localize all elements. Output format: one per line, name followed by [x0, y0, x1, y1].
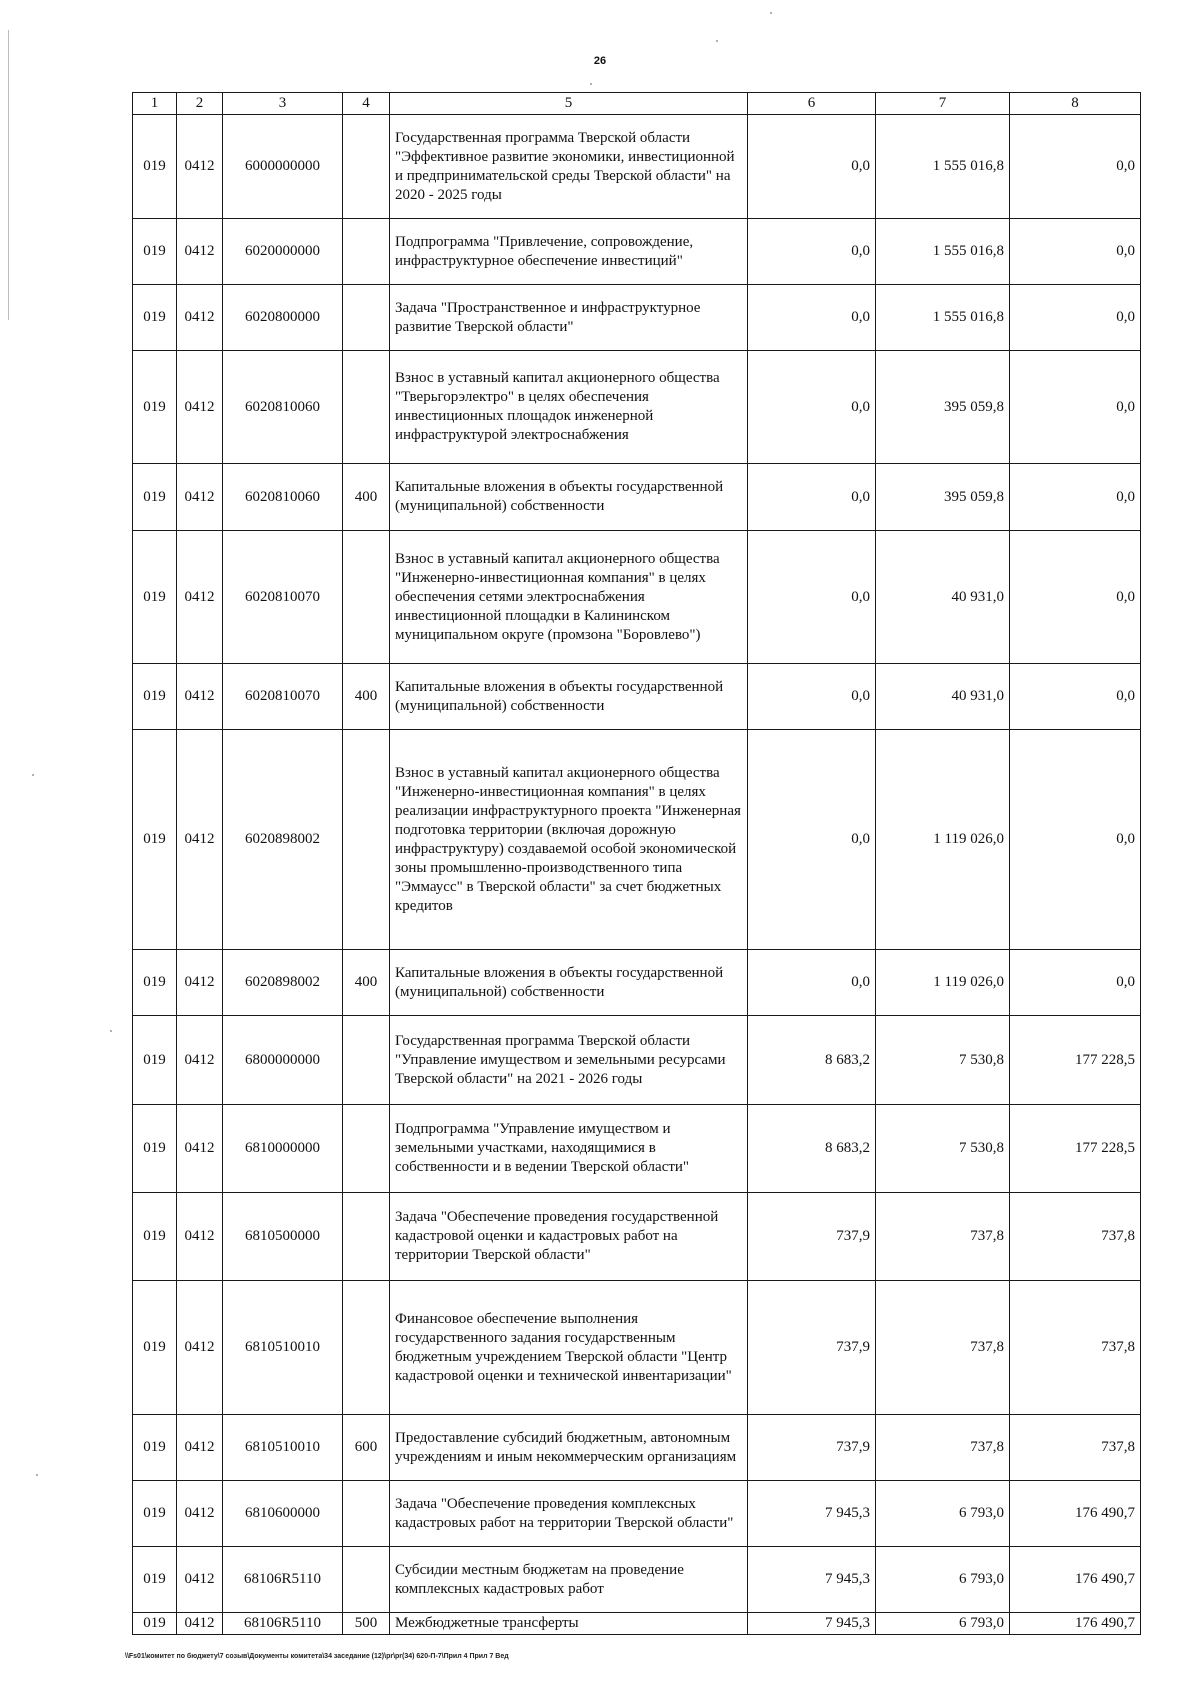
- table-row: [133, 1281, 1141, 1415]
- target-code-cell: 6020810060: [223, 351, 343, 464]
- admin-code-cell: 019: [133, 531, 177, 664]
- admin-code-cell: 019: [133, 1613, 177, 1635]
- value-col6-cell: 7 945,3: [748, 1481, 876, 1547]
- section-code-cell: 0412: [177, 531, 223, 664]
- section-code-cell: 0412: [177, 351, 223, 464]
- expense-type-cell: [343, 730, 390, 950]
- value-col8-cell: 737,8: [1010, 1415, 1141, 1481]
- target-code-cell: 6810600000: [223, 1481, 343, 1547]
- item-name-cell: Задача "Обеспечение проведения государственной кадастровой оценки и кадастровых работ на территории Тверской области": [390, 1193, 748, 1281]
- column-header: 4: [343, 93, 390, 115]
- value-col8-cell: 0,0: [1010, 950, 1141, 1016]
- expense-type-cell: [343, 1193, 390, 1281]
- section-code-cell: 0412: [177, 1613, 223, 1635]
- table-row: [133, 285, 1141, 351]
- value-col6-cell: 7 945,3: [748, 1613, 876, 1635]
- admin-code-cell: 019: [133, 115, 177, 219]
- value-col6-cell: 7 945,3: [748, 1547, 876, 1613]
- admin-code-cell: 019: [133, 1016, 177, 1105]
- value-col7-cell: 1 119 026,0: [876, 950, 1010, 1016]
- value-col6-cell: 0,0: [748, 730, 876, 950]
- section-code-cell: 0412: [177, 1547, 223, 1613]
- section-code-cell: 0412: [177, 1281, 223, 1415]
- value-col8-cell: 737,8: [1010, 1281, 1141, 1415]
- expense-type-cell: [343, 1105, 390, 1193]
- expense-type-cell: [343, 115, 390, 219]
- value-col8-cell: 177 228,5: [1010, 1105, 1141, 1193]
- target-code-cell: 6020800000: [223, 285, 343, 351]
- expense-type-cell: [343, 219, 390, 285]
- table-row: [133, 1481, 1141, 1547]
- admin-code-cell: 019: [133, 1415, 177, 1481]
- value-col7-cell: 40 931,0: [876, 531, 1010, 664]
- header-row: [133, 93, 1141, 115]
- value-col7-cell: 7 530,8: [876, 1016, 1010, 1105]
- value-col6-cell: 737,9: [748, 1193, 876, 1281]
- value-col8-cell: 177 228,5: [1010, 1016, 1141, 1105]
- value-col6-cell: 0,0: [748, 285, 876, 351]
- item-name-cell: Капитальные вложения в объекты государственной (муниципальной) собственности: [390, 464, 748, 531]
- admin-code-cell: 019: [133, 1105, 177, 1193]
- expense-type-cell: 500: [343, 1613, 390, 1635]
- value-col8-cell: 0,0: [1010, 285, 1141, 351]
- scan-edge-line: [8, 30, 9, 320]
- column-header: 7: [876, 93, 1010, 115]
- value-col7-cell: 1 555 016,8: [876, 219, 1010, 285]
- target-code-cell: 6020000000: [223, 219, 343, 285]
- target-code-cell: 68106R5110: [223, 1613, 343, 1635]
- item-name-cell: Финансовое обеспечение выполнения государственного задания государственным бюджетным учреждением Тверской области "Центр кадастровой оценки и технической инвентаризации": [390, 1281, 748, 1415]
- target-code-cell: 6810500000: [223, 1193, 343, 1281]
- scan-speck: [32, 774, 34, 776]
- section-code-cell: 0412: [177, 950, 223, 1016]
- expense-type-cell: [343, 285, 390, 351]
- value-col6-cell: 8 683,2: [748, 1016, 876, 1105]
- value-col6-cell: 0,0: [748, 351, 876, 464]
- admin-code-cell: 019: [133, 219, 177, 285]
- admin-code-cell: 019: [133, 1281, 177, 1415]
- section-code-cell: 0412: [177, 664, 223, 730]
- target-code-cell: 6000000000: [223, 115, 343, 219]
- file-path-footer: \\Fs01\комитет по бюджету\7 созыв\Документы комитета\34 заседание (12)\pr\pr(34) 620-П-7\Прил 4 Прил 7 Вед: [125, 1653, 509, 1660]
- value-col7-cell: 6 793,0: [876, 1547, 1010, 1613]
- scan-speck: [36, 1474, 38, 1476]
- value-col8-cell: 0,0: [1010, 219, 1141, 285]
- section-code-cell: 0412: [177, 1105, 223, 1193]
- table-row: [133, 1613, 1141, 1635]
- admin-code-cell: 019: [133, 351, 177, 464]
- item-name-cell: Подпрограмма "Управление имуществом и земельными участками, находящимися в собственности и в ведении Тверской области": [390, 1105, 748, 1193]
- target-code-cell: 6020898002: [223, 950, 343, 1016]
- value-col6-cell: 737,9: [748, 1415, 876, 1481]
- admin-code-cell: 019: [133, 1193, 177, 1281]
- item-name-cell: Взнос в уставный капитал акционерного общества "Инженерно-инвестиционная компания" в целях обеспечения сетями электроснабжения инвестиционной площадки в Калининском муниципальном округе (промзона "Боровлево"): [390, 531, 748, 664]
- item-name-cell: Капитальные вложения в объекты государственной (муниципальной) собственности: [390, 664, 748, 730]
- table-row: [133, 950, 1141, 1016]
- table-row: [133, 464, 1141, 531]
- target-code-cell: 6020810070: [223, 531, 343, 664]
- target-code-cell: 6020810070: [223, 664, 343, 730]
- table-row: [133, 115, 1141, 219]
- item-name-cell: Предоставление субсидий бюджетным, автономным учреждениям и иным некоммерческим организациям: [390, 1415, 748, 1481]
- value-col7-cell: 40 931,0: [876, 664, 1010, 730]
- column-header: 5: [390, 93, 748, 115]
- table-row: [133, 730, 1141, 950]
- admin-code-cell: 019: [133, 664, 177, 730]
- table-row: [133, 1016, 1141, 1105]
- target-code-cell: 6800000000: [223, 1016, 343, 1105]
- value-col6-cell: 0,0: [748, 219, 876, 285]
- column-header: 2: [177, 93, 223, 115]
- expense-type-cell: [343, 1481, 390, 1547]
- value-col6-cell: 737,9: [748, 1281, 876, 1415]
- item-name-cell: Взнос в уставный капитал акционерного общества "Инженерно-инвестиционная компания" в целях реализации инфраструктурного проекта "Инженерная подготовка территории (включая дорожную инфраструктуру) создаваемой особой экономической зоны промышленно-производственного типа "Эммаусс" в Тверской области" за счет бюджетных кредитов: [390, 730, 748, 950]
- item-name-cell: Взнос в уставный капитал акционерного общества "Тверьгорэлектро" в целях обеспечения инвестиционных площадок инженерной инфраструктурой электроснабжения: [390, 351, 748, 464]
- item-name-cell: Задача "Пространственное и инфраструктурное развитие Тверской области": [390, 285, 748, 351]
- value-col8-cell: 0,0: [1010, 351, 1141, 464]
- table-row: [133, 1105, 1141, 1193]
- value-col6-cell: 0,0: [748, 531, 876, 664]
- value-col6-cell: 8 683,2: [748, 1105, 876, 1193]
- target-code-cell: 6810510010: [223, 1415, 343, 1481]
- table-row: [133, 531, 1141, 664]
- value-col7-cell: 7 530,8: [876, 1105, 1010, 1193]
- table-body: [133, 115, 1141, 1635]
- value-col8-cell: 176 490,7: [1010, 1481, 1141, 1547]
- value-col8-cell: 737,8: [1010, 1193, 1141, 1281]
- target-code-cell: 6020810060: [223, 464, 343, 531]
- admin-code-cell: 019: [133, 1547, 177, 1613]
- scan-speck: [590, 83, 592, 85]
- expense-type-cell: [343, 1016, 390, 1105]
- column-header: 6: [748, 93, 876, 115]
- value-col7-cell: 737,8: [876, 1415, 1010, 1481]
- value-col7-cell: 737,8: [876, 1193, 1010, 1281]
- expense-type-cell: [343, 531, 390, 664]
- section-code-cell: 0412: [177, 730, 223, 950]
- column-header: 8: [1010, 93, 1141, 115]
- admin-code-cell: 019: [133, 1481, 177, 1547]
- scan-speck: [110, 1030, 112, 1032]
- value-col7-cell: 395 059,8: [876, 351, 1010, 464]
- section-code-cell: 0412: [177, 115, 223, 219]
- value-col6-cell: 0,0: [748, 664, 876, 730]
- item-name-cell: Субсидии местным бюджетам на проведение комплексных кадастровых работ: [390, 1547, 748, 1613]
- section-code-cell: 0412: [177, 1415, 223, 1481]
- table-row: [133, 1547, 1141, 1613]
- value-col8-cell: 0,0: [1010, 531, 1141, 664]
- expense-type-cell: 400: [343, 950, 390, 1016]
- value-col8-cell: 0,0: [1010, 664, 1141, 730]
- scan-speck: [770, 12, 772, 14]
- target-code-cell: 6810510010: [223, 1281, 343, 1415]
- value-col8-cell: 0,0: [1010, 730, 1141, 950]
- expense-type-cell: [343, 351, 390, 464]
- budget-table: [132, 92, 1141, 1635]
- value-col7-cell: 6 793,0: [876, 1481, 1010, 1547]
- value-col6-cell: 0,0: [748, 115, 876, 219]
- admin-code-cell: 019: [133, 285, 177, 351]
- column-header: 3: [223, 93, 343, 115]
- section-code-cell: 0412: [177, 1016, 223, 1105]
- value-col8-cell: 176 490,7: [1010, 1547, 1141, 1613]
- section-code-cell: 0412: [177, 1193, 223, 1281]
- admin-code-cell: 019: [133, 730, 177, 950]
- value-col7-cell: 737,8: [876, 1281, 1010, 1415]
- table-row: [133, 219, 1141, 285]
- table-row: [133, 1193, 1141, 1281]
- item-name-cell: Подпрограмма "Привлечение, сопровождение, инфраструктурное обеспечение инвестиций": [390, 219, 748, 285]
- value-col7-cell: 1 555 016,8: [876, 285, 1010, 351]
- value-col8-cell: 0,0: [1010, 464, 1141, 531]
- admin-code-cell: 019: [133, 464, 177, 531]
- table-row: [133, 1415, 1141, 1481]
- target-code-cell: 68106R5110: [223, 1547, 343, 1613]
- expense-type-cell: 400: [343, 464, 390, 531]
- target-code-cell: 6020898002: [223, 730, 343, 950]
- expense-type-cell: 600: [343, 1415, 390, 1481]
- value-col6-cell: 0,0: [748, 950, 876, 1016]
- value-col6-cell: 0,0: [748, 464, 876, 531]
- column-header: 1: [133, 93, 177, 115]
- value-col8-cell: 0,0: [1010, 115, 1141, 219]
- section-code-cell: 0412: [177, 464, 223, 531]
- value-col7-cell: 6 793,0: [876, 1613, 1010, 1635]
- expense-type-cell: [343, 1547, 390, 1613]
- item-name-cell: Межбюджетные трансферты: [390, 1613, 748, 1635]
- item-name-cell: Государственная программа Тверской области "Управление имуществом и земельными ресурсами Тверской области" на 2021 - 2026 годы: [390, 1016, 748, 1105]
- value-col7-cell: 1 555 016,8: [876, 115, 1010, 219]
- value-col7-cell: 1 119 026,0: [876, 730, 1010, 950]
- scan-speck: [716, 40, 718, 42]
- item-name-cell: Государственная программа Тверской области "Эффективное развитие экономики, инвестиционной и предпринимательской среды Тверской области" на 2020 - 2025 годы: [390, 115, 748, 219]
- section-code-cell: 0412: [177, 1481, 223, 1547]
- page-number: 26: [593, 55, 607, 67]
- table-row: [133, 351, 1141, 464]
- target-code-cell: 6810000000: [223, 1105, 343, 1193]
- expense-type-cell: 400: [343, 664, 390, 730]
- admin-code-cell: 019: [133, 950, 177, 1016]
- section-code-cell: 0412: [177, 219, 223, 285]
- value-col7-cell: 395 059,8: [876, 464, 1010, 531]
- value-col8-cell: 176 490,7: [1010, 1613, 1141, 1635]
- section-code-cell: 0412: [177, 285, 223, 351]
- expense-type-cell: [343, 1281, 390, 1415]
- table-row: [133, 664, 1141, 730]
- item-name-cell: Задача "Обеспечение проведения комплексных кадастровых работ на территории Тверской области": [390, 1481, 748, 1547]
- item-name-cell: Капитальные вложения в объекты государственной (муниципальной) собственности: [390, 950, 748, 1016]
